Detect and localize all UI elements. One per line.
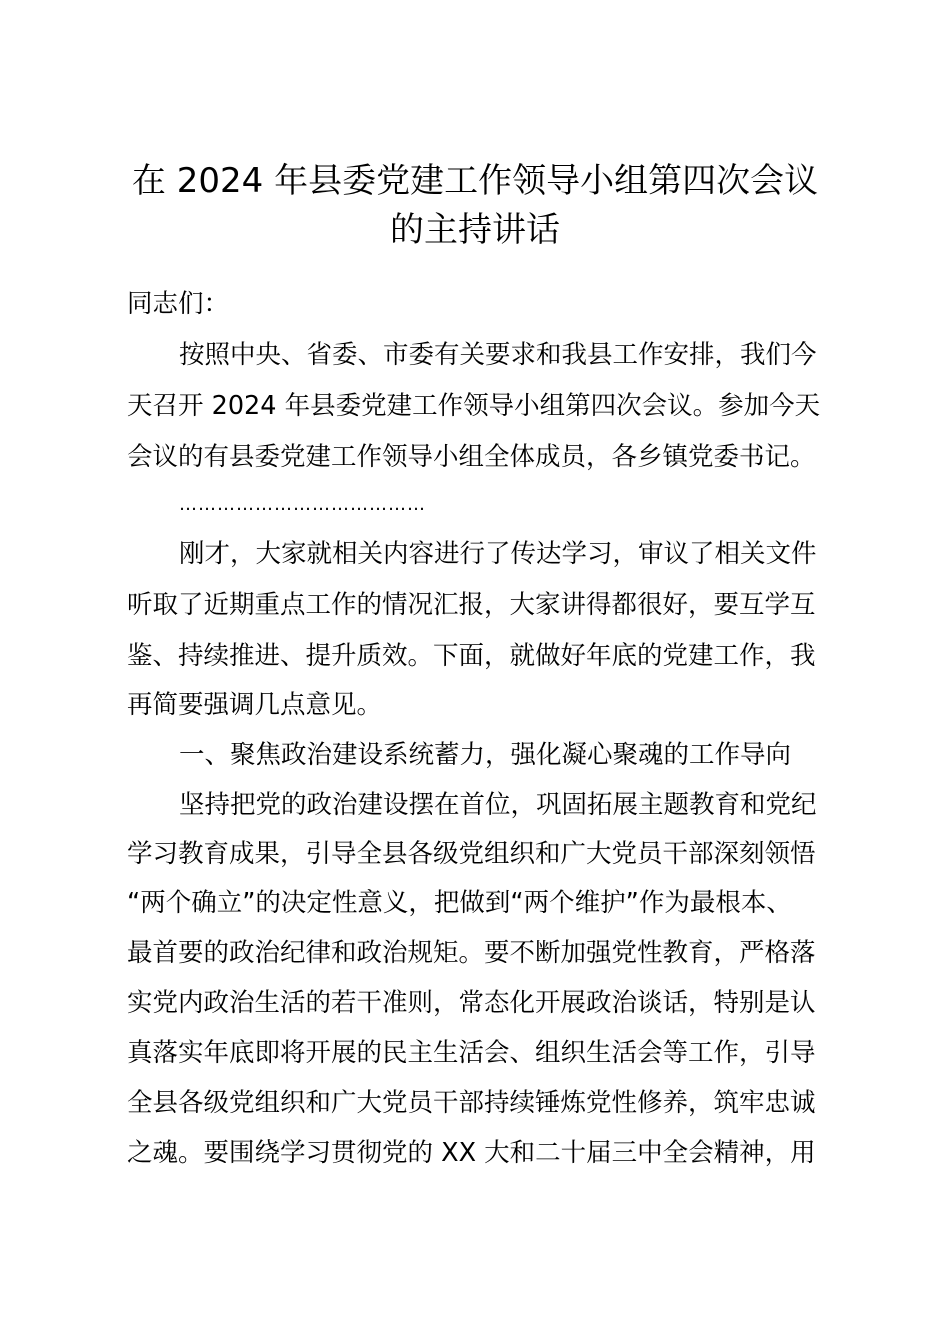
document-title-line-1: 在 2024 年县委党建工作领导小组第四次会议	[131, 161, 819, 201]
section-heading-1: 一、聚焦政治建设系统蓄力，强化凝心聚魂的工作导向	[179, 740, 792, 770]
paragraph-1-line-1: 按照中央、省委、市委有关要求和我县工作安排，我们今	[179, 340, 817, 370]
ellipsis-separator: …………………………………	[179, 494, 426, 515]
salutation: 同志们：	[127, 289, 230, 319]
paragraph-3-line-2: 学习教育成果，引导全县各级党组织和广大党员干部深刻领悟	[127, 839, 816, 869]
paragraph-3-line-5: 实党内政治生活的若干准则，常态化开展政治谈话，特别是认	[127, 988, 816, 1018]
paragraph-3-line-1: 坚持把党的政治建设摆在首位，巩固拓展主题教育和党纪	[179, 790, 817, 820]
paragraph-2-line-4: 再简要强调几点意见。	[127, 690, 383, 720]
paragraph-3-line-3: “两个确立”的决定性意义，把做到“两个维护”作为最根本、	[127, 888, 792, 918]
paragraph-1-line-2: 天召开 2024 年县委党建工作领导小组第四次会议。参加今天	[127, 391, 821, 421]
paragraph-3-line-4: 最首要的政治纪律和政治规矩。要不断加强党性教育，严格落	[127, 938, 816, 968]
paragraph-2-line-1: 刚才，大家就相关内容进行了传达学习，审议了相关文件	[179, 539, 817, 569]
document-title-line-2: 的主持讲话	[390, 210, 560, 250]
paragraph-2-line-3: 鉴、持续推进、提升质效。下面，就做好年底的党建工作，我	[127, 641, 816, 671]
paragraph-3-line-6: 真落实年底即将开展的民主生活会、组织生活会等工作，引导	[127, 1038, 816, 1068]
paragraph-1-line-3: 会议的有县委党建工作领导小组全体成员，各乡镇党委书记。	[127, 442, 816, 472]
paragraph-3-line-8: 之魂。要围绕学习贯彻党的 XX 大和二十届三中全会精神，用	[127, 1138, 816, 1168]
paragraph-2-line-2: 听取了近期重点工作的情况汇报，大家讲得都很好，要互学互	[127, 590, 816, 620]
paragraph-3-line-7: 全县各级党组织和广大党员干部持续锤炼党性修养，筑牢忠诚	[127, 1088, 816, 1118]
